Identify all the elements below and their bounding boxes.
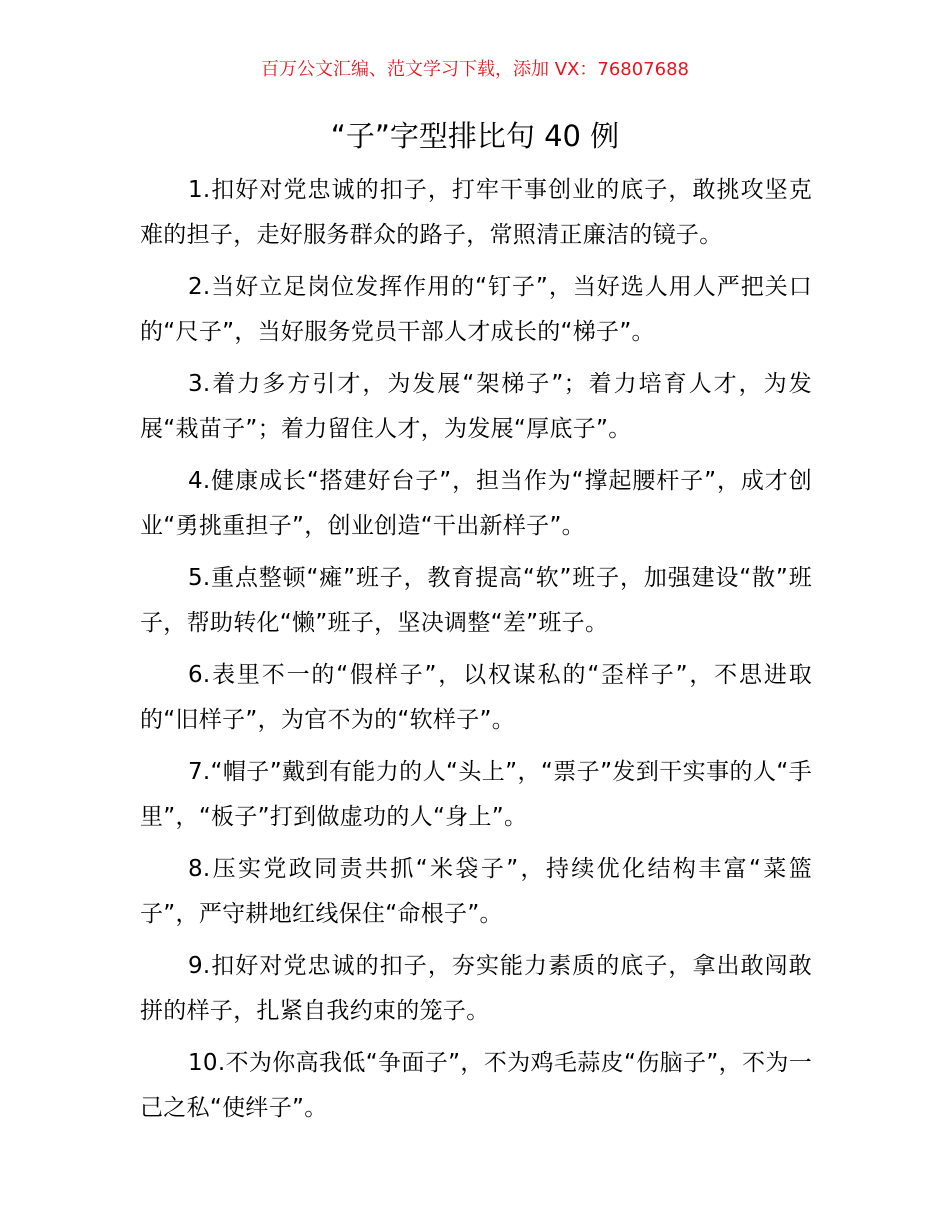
document-body [140,168,812,1138]
paragraph: 8.压实党政同责共抓“米袋子”，持续优化结构丰富“菜篮子”，严守耕地红线保住“命根子”。 [140,856,812,927]
document-title: “子”字型排比句 40 例 [330,119,620,153]
paragraph: 5.重点整顿“瘫”班子，教育提高“软”班子，加强建设“散”班子，帮助转化“懒”班子，坚决调整“差”班子。 [140,565,812,636]
paragraph: 7.“帽子”戴到有能力的人“头上”，“票子”发到干实事的人“手里”，“板子”打到做虚功的人“身上”。 [140,759,812,830]
paragraph: 4.健康成长“搭建好台子”，担当作为“撑起腰杆子”，成才创业“勇挑重担子”，创业创造“干出新样子”。 [140,468,812,539]
paragraph: 3.着力多方引才，为发展“架梯子”；着力培育人才，为发展“栽苗子”；着力留住人才，为发展“厚底子”。 [140,371,812,442]
paragraph: 2.当好立足岗位发挥作用的“钉子”，当好选人用人严把关口的“尺子”，当好服务党员干部人才成长的“梯子”。 [140,274,812,345]
paragraph: 9.扣好对党忠诚的扣子，夯实能力素质的底子，拿出敢闯敢拼的样子，扎紧自我约束的笼子。 [140,953,812,1024]
watermark-header: 百万公文汇编、范文学习下载，添加 VX：76807688 [261,59,689,80]
paragraph: 1.扣好对党忠诚的扣子，打牢干事创业的底子，敢挑攻坚克难的担子，走好服务群众的路子，常照清正廉洁的镜子。 [140,177,812,248]
paragraph: 6.表里不一的“假样子”，以权谋私的“歪样子”，不思进取的“旧样子”，为官不为的“软样子”。 [140,662,812,733]
paragraph: 10.不为你高我低“争面子”，不为鸡毛蒜皮“伤脑子”，不为一己之私“使绊子”。 [140,1050,812,1121]
